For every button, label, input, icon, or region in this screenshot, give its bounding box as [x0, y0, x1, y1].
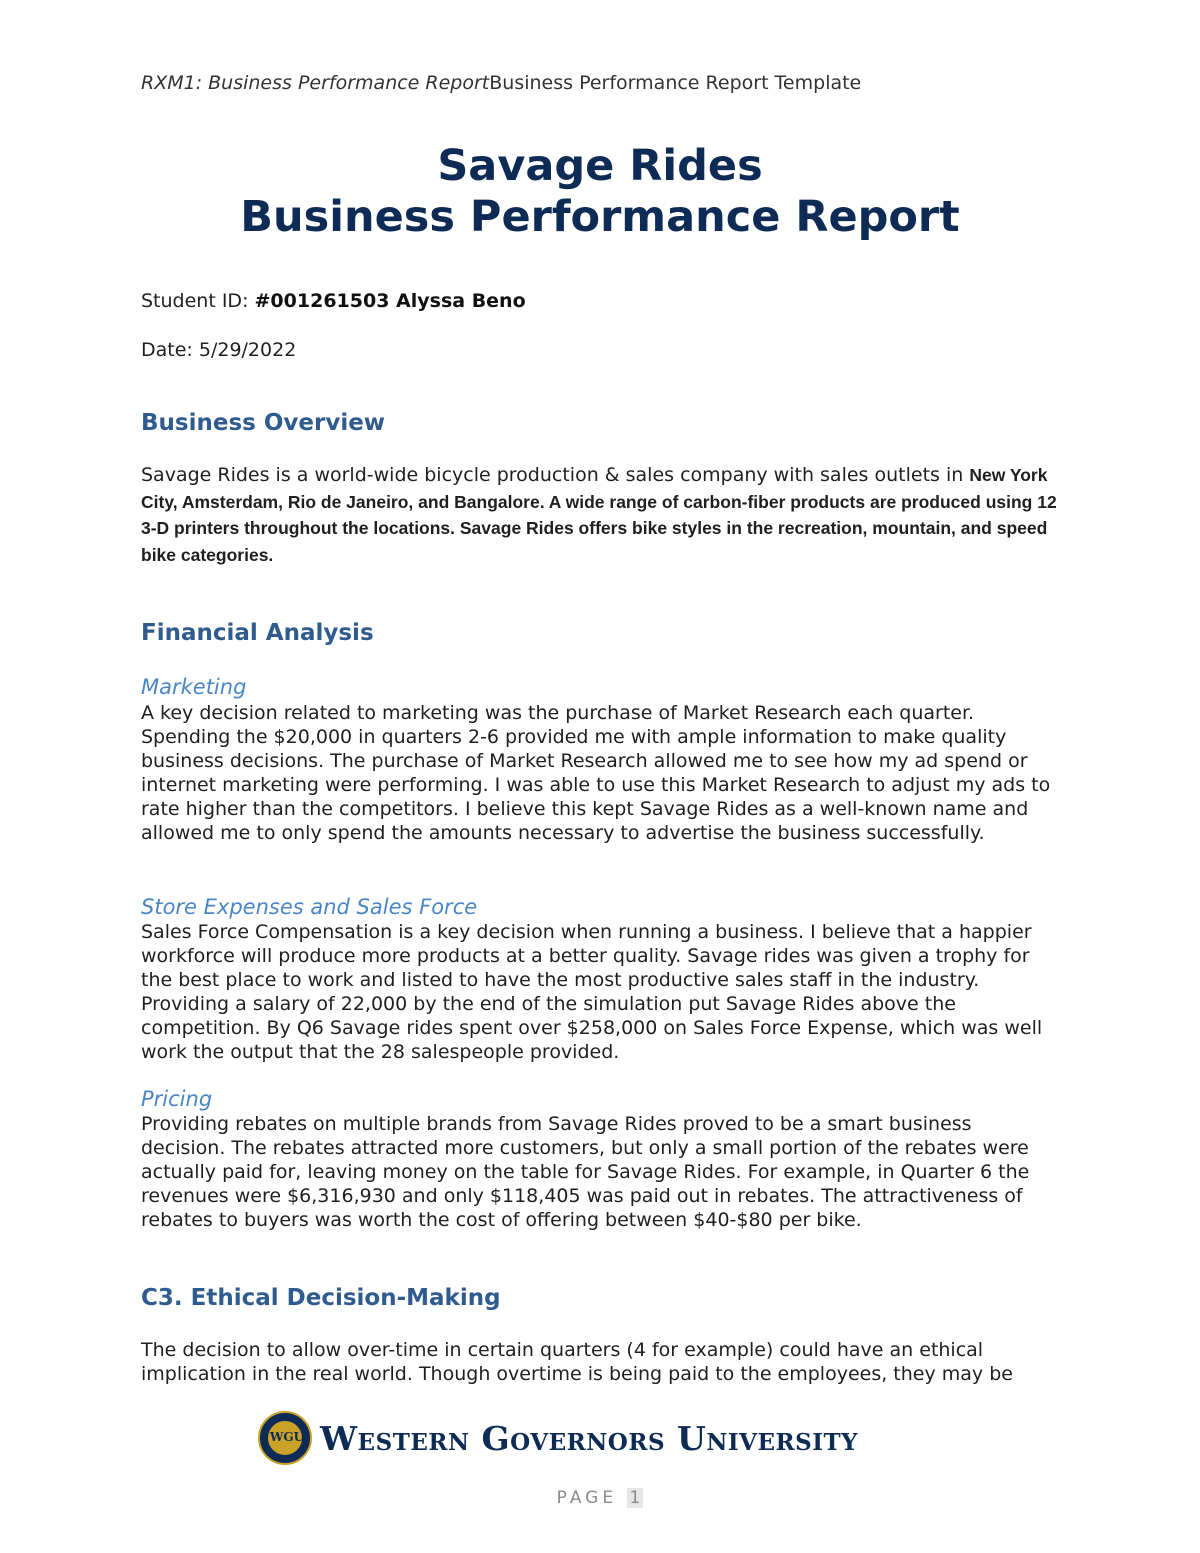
wgu-logo: [258, 1411, 908, 1469]
business-overview-text: [141, 462, 1061, 568]
pricing-text: Providing rebates on multiple brands from Savage Rides proved to be a smart business decision. The rebates attracted more customers, but only a small portion of the rebates were actually paid for, leaving money on the table for Savage Rides. For example, in Quarter 6 the revenues were $6,316,930 and only $118,405 was paid out in rebates. The attractiveness of rebates to buyers was worth the cost of offering between $40-$80 per bike.: [141, 1113, 1030, 1231]
date-line: [141, 339, 296, 361]
wgu-wordmark: Western Governors University: [320, 1419, 859, 1458]
overview-text-b: New York City, Amsterdam, Rio de Janeiro, and Bangalore. A wide range of carbon-fiber products are produced using 12 3-D printers throughout the locations. Savage Rides offers bike styles in the recreation, mountain, and speed bike categories.: [141, 465, 1057, 565]
student-id-line: [141, 290, 526, 312]
title-company: Savage Rides: [437, 141, 763, 191]
seal-monogram: WGU: [269, 1430, 305, 1444]
ethical-heading: C3. Ethical Decision-Making: [141, 1285, 501, 1311]
title-report: Business Performance Report: [240, 192, 960, 242]
date-value: 5/29/2022: [198, 339, 297, 361]
financial-analysis-heading: Financial Analysis: [141, 620, 374, 646]
report-title: [0, 141, 1200, 243]
running-header: [141, 72, 861, 94]
store-expenses-heading: Store Expenses and Sales Force: [141, 895, 478, 919]
marketing-text: A key decision related to marketing was the purchase of Market Research each quarter. Spending the $20,000 in quarters 2-6 provided me with ample information to make quality business decisions. The purchase of Market Research allowed me to see how my ad spend or internet marketing were performing. I was able to use this Market Research to adjust my ads to rate higher than the competitors. I believe this kept Savage Rides as a well-known name and allowed me to only spend the amounts necessary to advertise the business successfully.: [141, 702, 1051, 844]
store-expenses-text: Sales Force Compensation is a key decision when running a business. I believe that a happier workforce will produce more products at a better quality. Savage rides was given a trophy for the best place to work and listed to have the most productive sales staff in the industry. Providing a salary of 22,000 by the end of the simulation put Savage Rides above the competition. By Q6 Savage rides spent over $258,000 on Sales Force Expense, which was well work the output that the 28 salespeople provided.: [141, 921, 1043, 1063]
date-label: Date:: [141, 339, 199, 361]
overview-text-a: Savage Rides is a world-wide bicycle production & sales company with sales outlets in: [141, 464, 970, 486]
page-label: PAGE: [556, 1488, 627, 1508]
page-number-value: 1: [627, 1488, 644, 1508]
student-id-value: #001261503 Alyssa Beno: [254, 290, 526, 312]
pricing-heading: Pricing: [141, 1087, 213, 1111]
ethical-text: The decision to allow over-time in certain quarters (4 for example) could have an ethical implication in the real world. Though overtime is being paid to the employees, they may be: [141, 1339, 1013, 1385]
marketing-heading: Marketing: [141, 675, 247, 699]
header-template-title: Business Performance Report Template: [489, 72, 862, 94]
student-id-label: Student ID:: [141, 290, 255, 312]
wgu-seal-icon: [258, 1411, 312, 1465]
header-course-title: RXM1: Business Performance Report: [141, 72, 490, 94]
business-overview-heading: Business Overview: [141, 410, 386, 436]
page-number: [0, 1488, 1200, 1508]
